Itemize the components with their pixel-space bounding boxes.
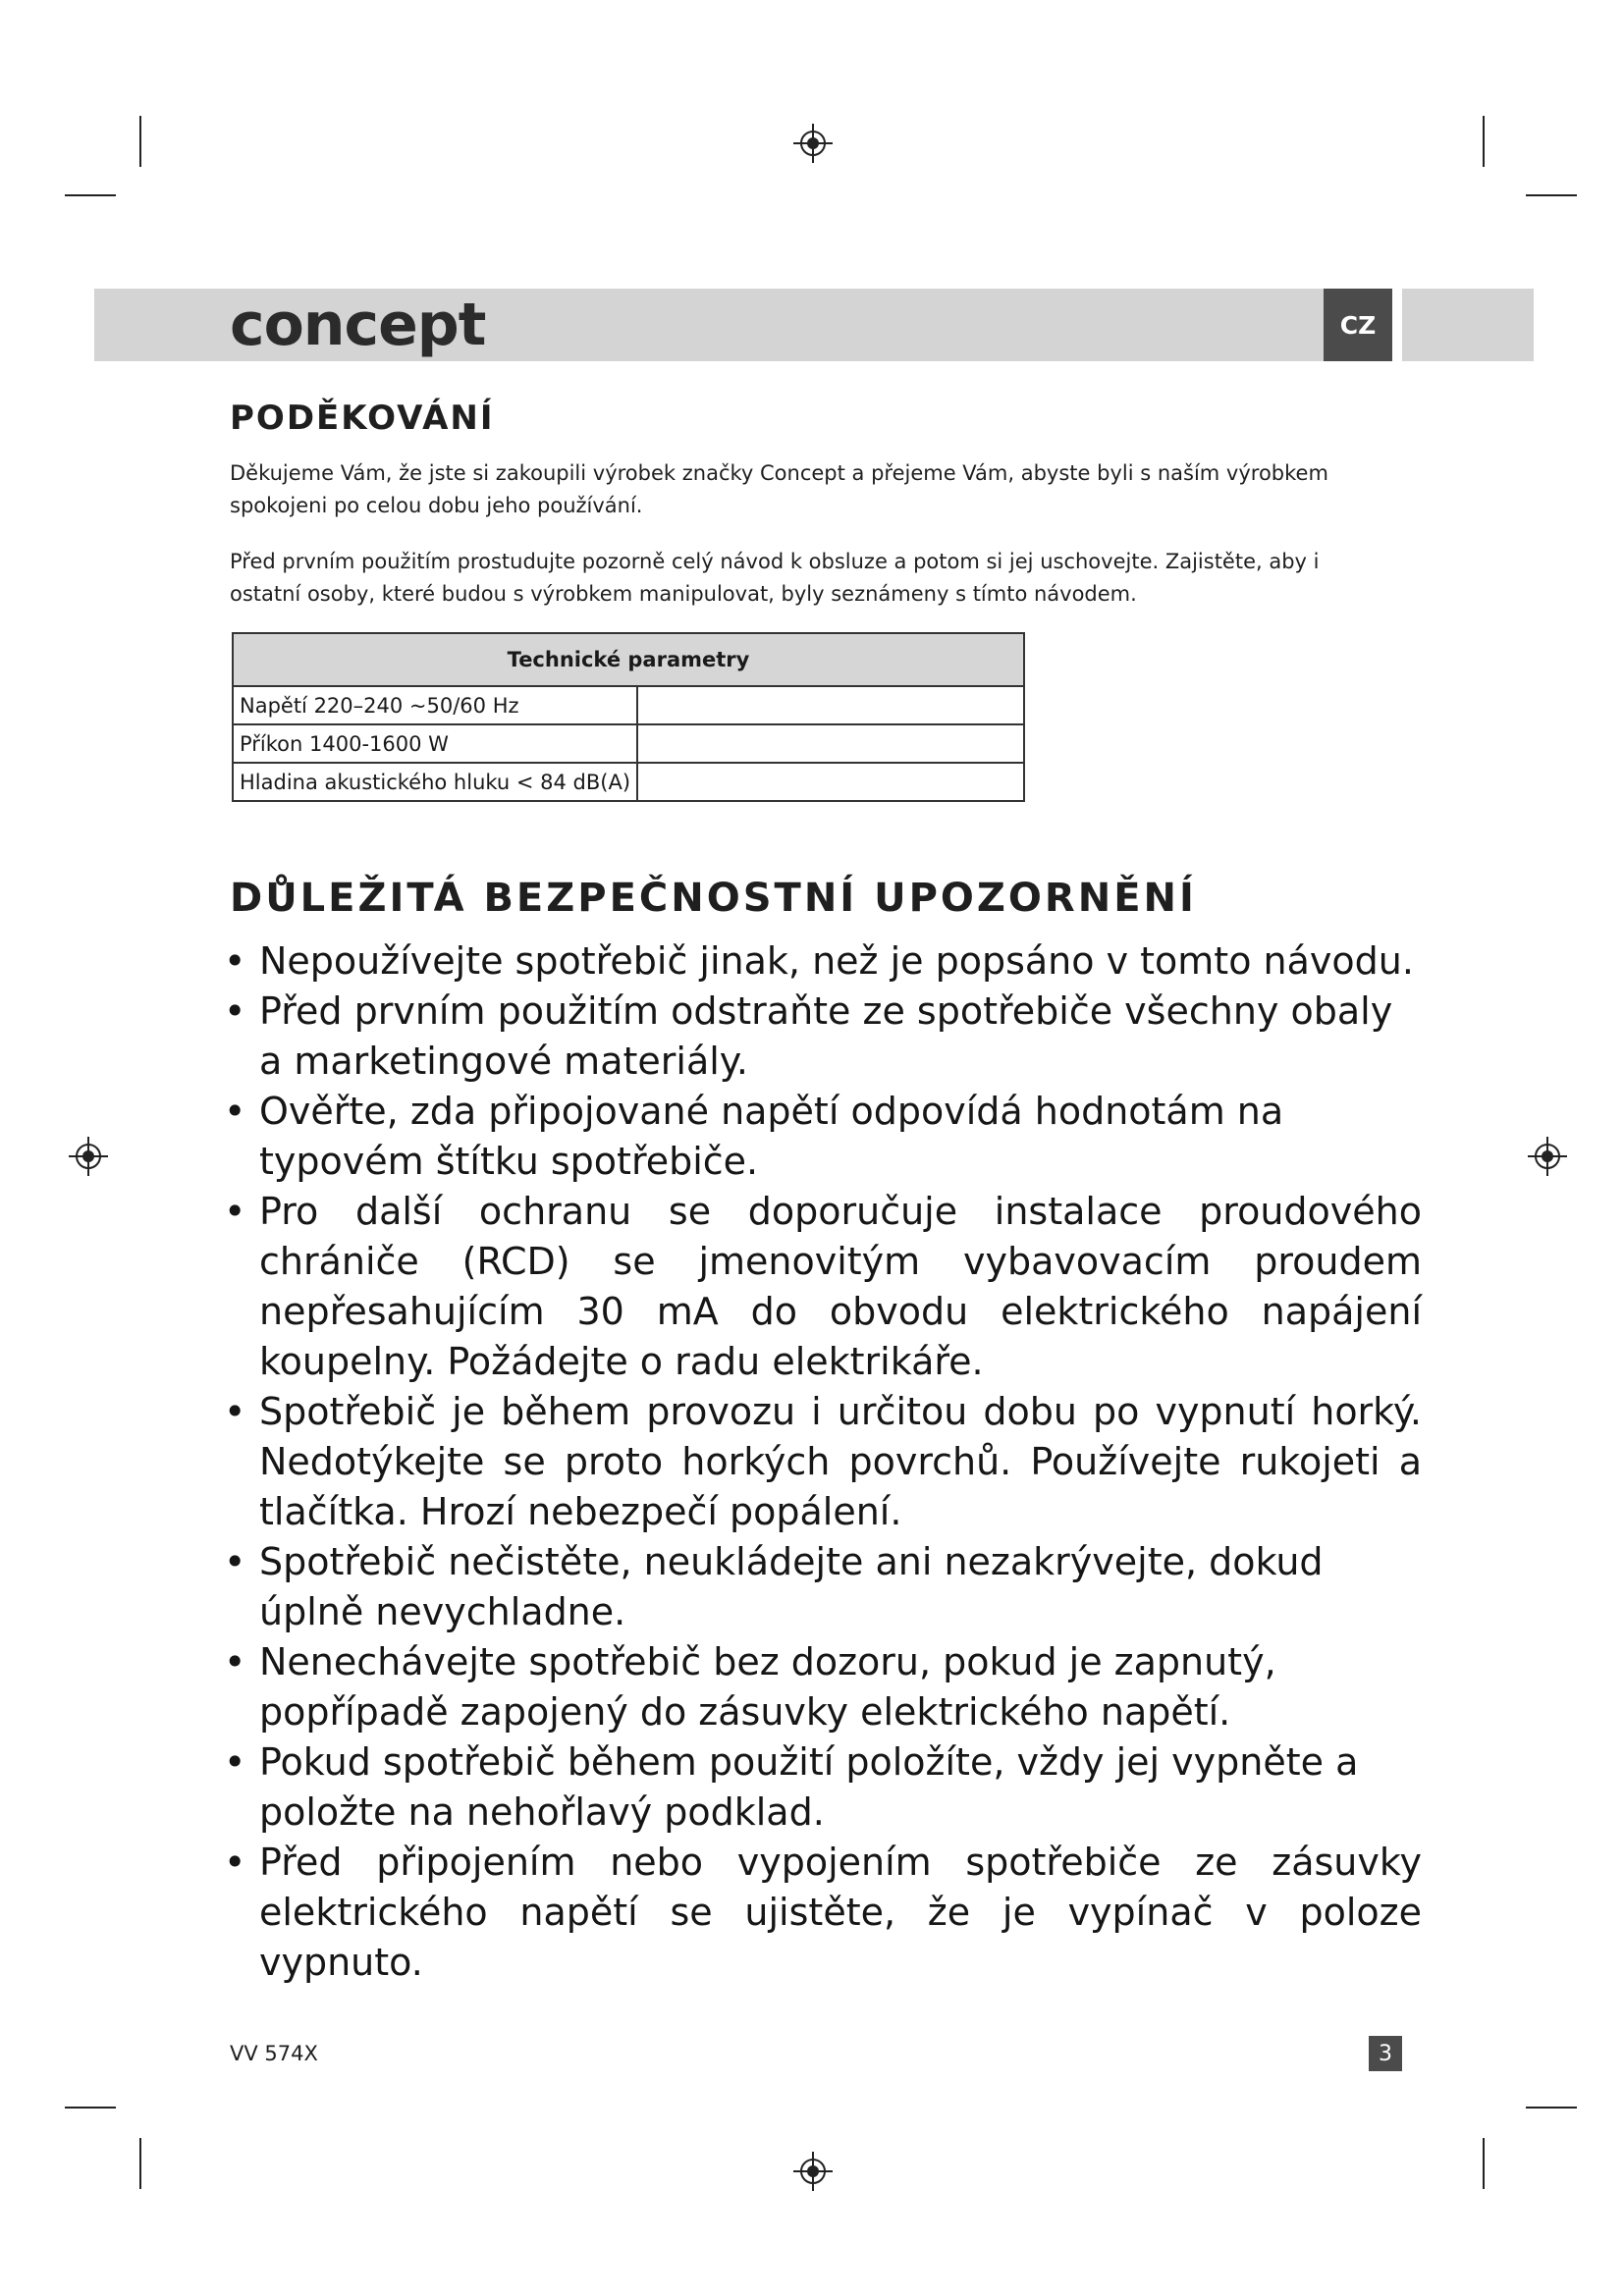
language-badge: CZ	[1324, 289, 1392, 361]
list-item: • Nepoužívejte spotřebič jinak, než je popsáno v tomto návodu.	[224, 936, 1422, 987]
crop-mark	[1526, 2107, 1577, 2109]
model-number: VV 574X	[230, 2042, 318, 2065]
table-row	[233, 763, 1024, 801]
tech-cell: Hladina akustického hluku < 84 dB(A)	[233, 763, 637, 801]
registration-mark-icon	[793, 124, 833, 163]
tech-parameters-table	[232, 632, 1025, 802]
registration-mark-icon	[1528, 1137, 1567, 1176]
tech-cell: Příkon 1400-1600 W	[233, 724, 637, 763]
list-item: • Pokud spotřebič během použití položíte, vždy jej vypněte a položte na nehořlavý podklad.	[224, 1737, 1422, 1838]
crop-mark	[1526, 194, 1577, 196]
list-item: • Spotřebič nečistěte, neukládejte ani nezakrývejte, dokud úplně nevychladne.	[224, 1537, 1422, 1637]
list-item: • Nenechávejte spotřebič bez dozoru, pokud je zapnutý, popřípadě zapojený do zásuvky elektrického napětí.	[224, 1637, 1422, 1737]
section-title-thanks: PODĚKOVÁNÍ	[230, 399, 495, 438]
list-item: • Spotřebič je během provozu i určitou dobu po vypnutí horký. Nedotýkejte se proto horkých povrchů. Používejte rukojeti a tlačítka. Hrozí nebezpečí popálení.	[224, 1387, 1422, 1537]
list-item: • Před prvním použitím odstraňte ze spotřebiče všechny obaly a marketingové materiály.	[224, 987, 1422, 1087]
brand-logo: concept	[230, 291, 486, 359]
tech-cell: Napětí 220–240 ~50/60 Hz	[233, 686, 637, 724]
list-item: • Ověřte, zda připojované napětí odpovídá hodnotám na typovém štítku spotřebiče.	[224, 1087, 1422, 1187]
tech-cell-empty	[637, 763, 1024, 801]
crop-mark	[139, 116, 141, 167]
thanks-paragraph-1: Děkujeme Vám, že jste si zakoupili výrobek značky Concept a přejeme Vám, abyste byli s naším výrobkem spokojeni po celou dobu jeho používání.	[230, 461, 1328, 517]
section-title-safety: DŮLEŽITÁ BEZPEČNOSTNÍ UPOZORNĚNÍ	[230, 876, 1197, 921]
tech-cell-empty	[637, 686, 1024, 724]
thanks-paragraph-2: Před prvním použitím prostudujte pozorně celý návod k obsluze a potom si jej uschovejte. Zajistěte, aby i ostatní osoby, které budou s výrobkem manipulovat, byly seznámeny s tímto návodem.	[230, 550, 1320, 606]
registration-mark-icon	[69, 1137, 108, 1176]
tech-table-header: Technické parametry	[233, 633, 1024, 686]
list-item: • Pro další ochranu se doporučuje instalace proudového chrániče (RCD) se jmenovitým vybavovacím proudem nepřesahujícím 30 mA do obvodu elektrického napájení koupelny. Požádejte o radu elektrikáře.	[224, 1187, 1422, 1387]
list-item: • Před připojením nebo vypojením spotřebiče ze zásuvky elektrického napětí se ujistěte, že je vypínač v poloze vypnuto.	[224, 1838, 1422, 1988]
safety-list	[224, 936, 1422, 1988]
table-row	[233, 686, 1024, 724]
crop-mark	[65, 2107, 116, 2109]
tech-cell-empty	[637, 724, 1024, 763]
table-row	[233, 724, 1024, 763]
header-divider	[1392, 289, 1402, 361]
crop-mark	[1483, 116, 1485, 167]
crop-mark	[1483, 2138, 1485, 2189]
crop-mark	[65, 194, 116, 196]
page-number: 3	[1369, 2036, 1402, 2071]
crop-mark	[139, 2138, 141, 2189]
registration-mark-icon	[793, 2152, 833, 2191]
